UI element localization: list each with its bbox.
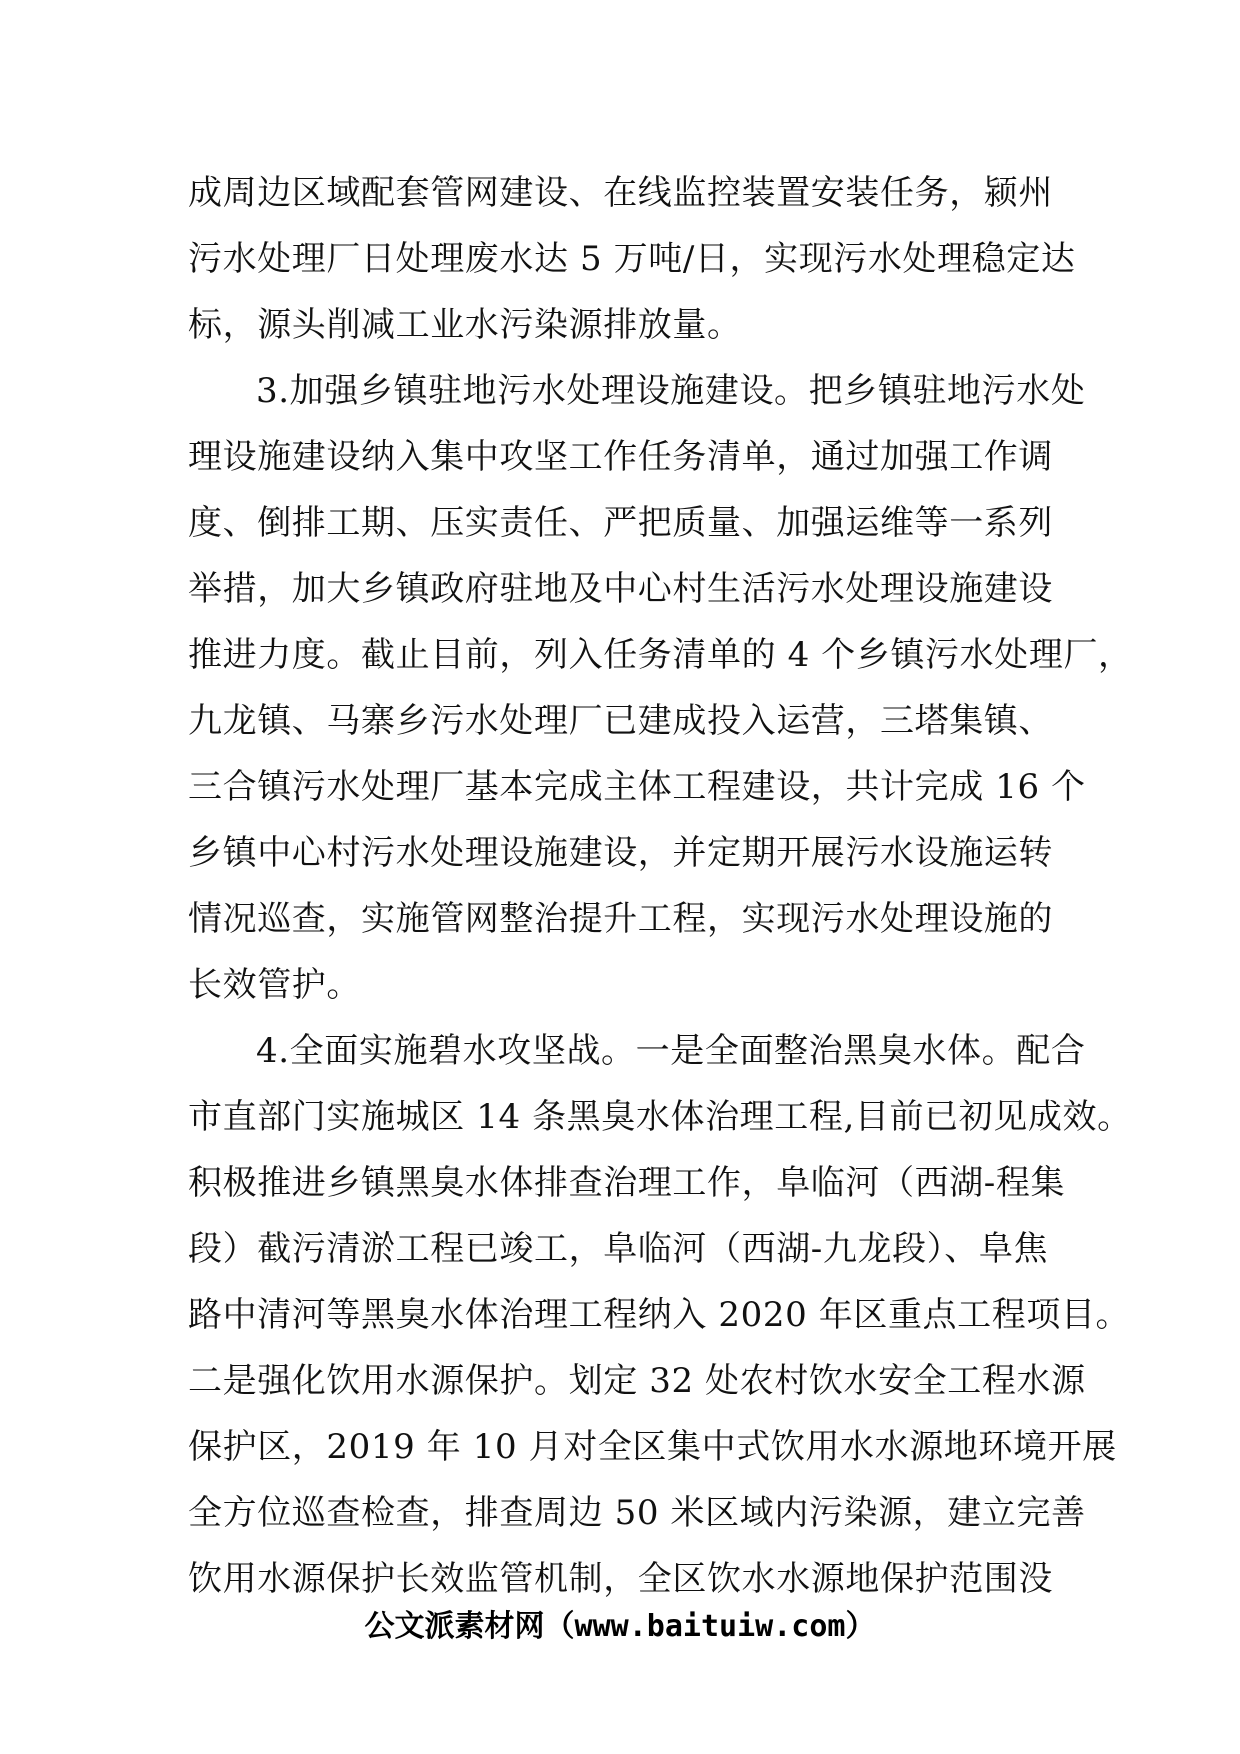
text-line: 度、倒排工期、压实责任、严把质量、加强运维等一系列 — [188, 503, 1053, 543]
text-line: 三合镇污水处理厂基本完成主体工程建设，共计完成 16 个 — [188, 767, 1086, 807]
text-line: 污水处理厂日处理废水达 5 万吨/日，实现污水处理稳定达 — [188, 239, 1076, 279]
text-line: 全方位巡查检查，排查周边 50 米区域内污染源，建立完善 — [188, 1493, 1086, 1533]
text-line: 长效管护。 — [188, 965, 361, 1005]
text-line: 乡镇中心村污水处理设施建设，并定期开展污水设施运转 — [188, 833, 1053, 873]
text-line: 路中清河等黑臭水体治理工程纳入 2020 年区重点工程项目。 — [188, 1295, 1131, 1335]
text-line: 成周边区域配套管网建设、在线监控装置安装任务，颍州 — [188, 173, 1053, 213]
text-line: 标，源头削减工业水污染源排放量。 — [188, 305, 742, 345]
paragraph-heading-3: 3.加强乡镇驻地污水处理设施建设。把乡镇驻地污水处 — [256, 371, 1086, 411]
text-line: 情况巡查，实施管网整治提升工程，实现污水处理设施的 — [188, 899, 1053, 939]
text-line: 九龙镇、马寨乡污水处理厂已建成投入运营，三塔集镇、 — [188, 701, 1053, 741]
text-line: 饮用水源保护长效监管机制，全区饮水水源地保护范围没 — [188, 1559, 1053, 1599]
text-line: 理设施建设纳入集中攻坚工作任务清单，通过加强工作调 — [188, 437, 1053, 477]
document-body — [188, 160, 1133, 1612]
page-footer-watermark: 公文派素材网（www.baituiw.com） — [364, 1609, 876, 1644]
text-line: 积极推进乡镇黑臭水体排查治理工作，阜临河（西湖-程集 — [188, 1163, 1066, 1203]
text-line: 市直部门实施城区 14 条黑臭水体治理工程,目前已初见成效。 — [188, 1097, 1132, 1137]
paragraph-heading-4: 4.全面实施碧水攻坚战。一是全面整治黑臭水体。配合 — [256, 1031, 1086, 1071]
text-line: 二是强化饮用水源保护。划定 32 处农村饮水安全工程水源 — [188, 1361, 1086, 1401]
text-line: 推进力度。截止目前，列入任务清单的 4 个乡镇污水处理厂， — [188, 635, 1133, 675]
text-line: 保护区，2019 年 10 月对全区集中式饮用水水源地环境开展 — [188, 1427, 1117, 1467]
text-line: 举措，加大乡镇政府驻地及中心村生活污水处理设施建设 — [188, 569, 1053, 609]
text-line: 段）截污清淤工程已竣工，阜临河（西湖-九龙段）、阜焦 — [188, 1229, 1049, 1269]
